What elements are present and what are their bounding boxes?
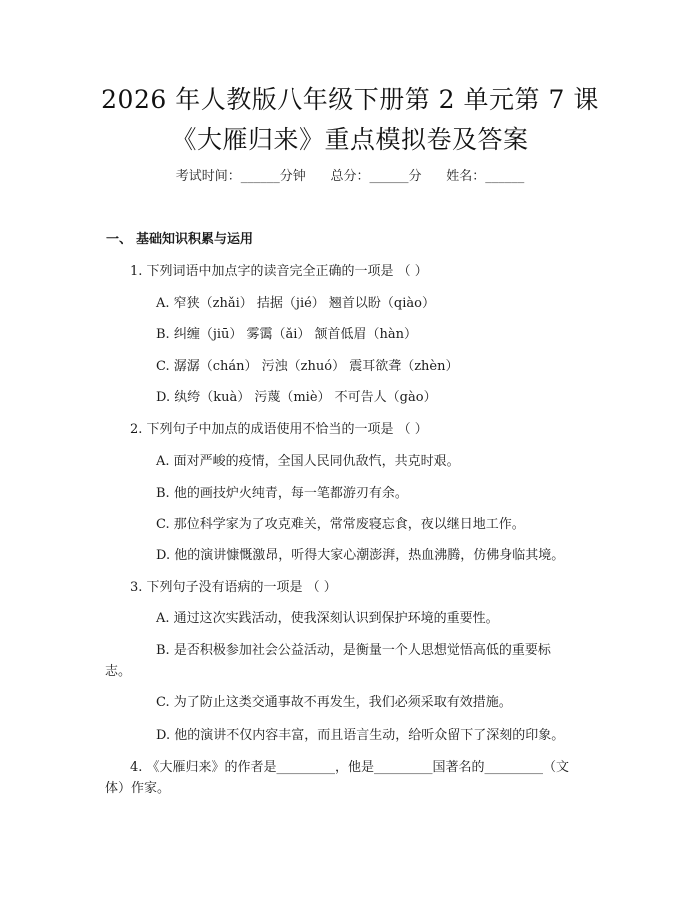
- question-3-option-d: D. 他的演讲不仅内容丰富，而且语言生动，给听众留下了深刻的印象。: [156, 728, 565, 743]
- question-1-option-b: B. 纠缠（jiū） 雾霭（ǎi） 颔首低眉（hàn）: [156, 327, 418, 342]
- question-2-option-a: A. 面对严峻的疫情，全国人民同仇敌忾，共克时艰。: [156, 454, 460, 469]
- question-2-stem: 2. 下列句子中加点的成语使用不恰当的一项是 （ ）: [130, 422, 428, 437]
- question-4-continuation: 体）作家。: [105, 781, 171, 796]
- exam-title-line-2: 《大雁归来》重点模拟卷及答案: [171, 125, 529, 154]
- question-1-option-a: A. 窄狭（zhǎi） 拮据（jié） 翘首以盼（qiào）: [156, 296, 435, 311]
- question-2-option-b: B. 他的画技炉火纯青，每一笔都游刃有余。: [156, 486, 408, 501]
- question-1-option-c: C. 潺潺（chán） 污浊（zhuó） 震耳欲聋（zhèn）: [156, 359, 459, 374]
- question-2-option-c: C. 那位科学家为了攻克难关，常常废寝忘食，夜以继日地工作。: [156, 517, 525, 532]
- question-3-option-b-wrap: 志。: [105, 664, 132, 679]
- question-3-option-a: A. 通过这次实践活动，使我深刻认识到保护环境的重要性。: [156, 611, 499, 626]
- question-1-stem: 1. 下列词语中加点字的读音完全正确的一项是 （ ）: [130, 264, 428, 279]
- question-2-option-d: D. 他的演讲慷慨激昂，听得大家心潮澎湃，热血沸腾，仿佛身临其境。: [156, 548, 565, 563]
- question-3-stem: 3. 下列句子没有语病的一项是 （ ）: [130, 580, 337, 595]
- section-heading: [106, 230, 253, 250]
- section-number: 一、: [106, 232, 133, 247]
- question-4-stem: 4. 《大雁归来》的作者是_________，他是_________国著名的_________（文: [130, 760, 570, 775]
- question-3-option-c: C. 为了防止这类交通事故不再发生，我们必须采取有效措施。: [156, 695, 512, 710]
- exam-title-line-1: 2026 年人教版八年级下册第 2 单元第 7 课: [101, 85, 599, 114]
- question-1-option-d: D. 纨绔（kuà） 污蔑（miè） 不可告人（gào）: [156, 390, 437, 405]
- exam-info-line: 考试时间：______分钟 总分：______分 姓名：______: [175, 169, 525, 184]
- question-3-option-b: B. 是否积极参加社会公益活动，是衡量一个人思想觉悟高低的重要标: [156, 643, 551, 658]
- section-title: 基础知识积累与运用: [136, 232, 254, 247]
